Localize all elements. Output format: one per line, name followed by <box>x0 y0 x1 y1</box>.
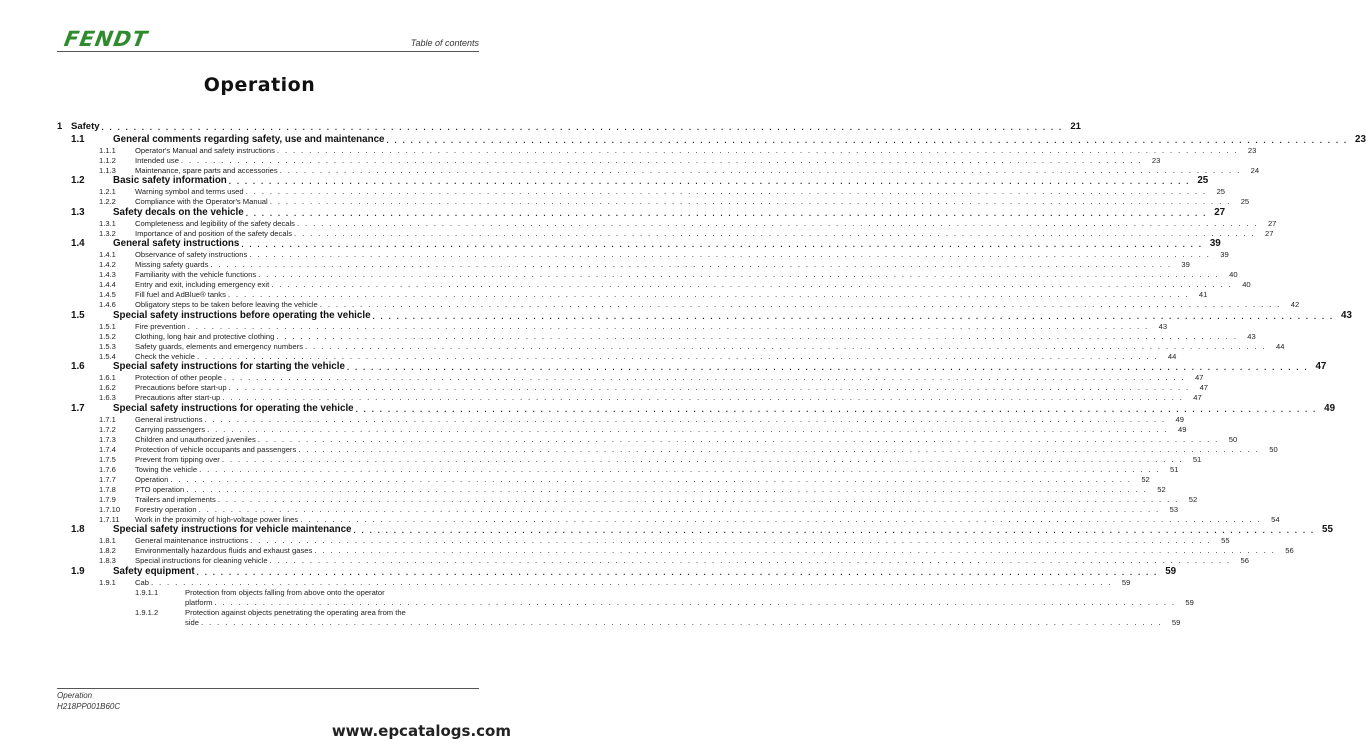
toc-entry-number: 1.2.1 <box>99 187 116 196</box>
toc-entry-number: 1.9 <box>71 565 85 577</box>
toc-entry-level2[interactable] <box>57 484 1166 494</box>
page-title: Operation <box>203 74 316 96</box>
toc-dot-leader: . . . . . . . . . . . . . . . . . . . . . . . . . . . . . . . . . . . . . . . . . . . . . . . . . . . . . . . . . . . . . . . . . . . . . . . . . . . . . . . . . . . . . . . . . . . . . . . . . . . . . . . . . . . . . . . . . . . . . . . . <box>200 617 1163 627</box>
toc-dot-leader: . . . . . . . . . . . . . . . . . . . . . . . . . . . . . . . . . . . . . . . . . . . . . . . . . . . . . . . . . . . . . . . . . . . . . . . . . . . . . . . . . . . . . . . . . . . . . . . . . . . . . . . . . . . . . . . . . . . . . . . . <box>204 414 1166 424</box>
toc-entry-level2[interactable] <box>57 474 1150 484</box>
toc-page-number: 49 <box>1178 424 1187 434</box>
toc-entry-level2[interactable] <box>57 424 1187 434</box>
toc-entry-number: 1 <box>57 121 63 132</box>
toc-entry-title: Towing the vehicle <box>135 464 198 474</box>
toc-entry-number: 1.2.2 <box>99 197 116 206</box>
toc-entry-number: 1.6.1 <box>99 373 116 382</box>
toc-dot-leader: . . . . . . . . . . . . . . . . . . . . . . . . . . . . . . . . . . . . . . . . . . . . . . . . . . . . . . . . . . . . . . . . . . . . . . . . . . . . . . . . . . . . . . . . . . . . . . . . . . . . . . . . . . . . . . . . . . . . . . . . <box>346 363 1309 372</box>
toc-page-number: 56 <box>1240 556 1249 565</box>
page-header <box>0 0 519 60</box>
toc-entry-number: 1.9.1.2 <box>135 607 159 617</box>
toc-entry-level2[interactable] <box>57 514 1280 524</box>
toc-entry-number: 1.8.3 <box>99 556 116 565</box>
toc-page-number: 59 <box>1165 565 1177 577</box>
toc-page-number: 59 <box>1171 617 1181 627</box>
toc-entry-title-continuation: side <box>185 617 199 627</box>
header-section-title: Table of contents <box>410 38 479 48</box>
toc-dot-leader: . . . . . . . . . . . . . . . . . . . . . . . . . . . . . . . . . . . . . . . . . . . . . . . . . . . . . . . . . . . . . . . . . . . . . . . . . . . . . . . . . . . . . . . . . . . . . . . . . . . . . . . . . . . . . . . . . . . . . . . . <box>305 341 1267 351</box>
toc-entry-title-continuation: platform <box>185 597 213 607</box>
toc-page-number: 44 <box>1275 341 1285 351</box>
toc-entry-title: Environmentally hazardous fluids and exhaust gases <box>135 546 313 555</box>
toc-entry-title: General instructions <box>135 414 203 424</box>
toc-entry-number: 1.3 <box>71 206 85 218</box>
toc-entry-number: 1.4.6 <box>99 300 116 309</box>
toc-dot-leader: . . . . . . . . . . . . . . . . . . . . . . . . . . . . . . . . . . . . . . . . . . . . . . . . . . . . . . . . . . . . . . . . . . . . . . . . . . . . . . . . . . . . . . . . . . . . . . . . . . . . . . . . . . . . . . . . . . . . . . . . <box>372 311 1334 321</box>
toc-dot-leader: . . . . . . . . . . . . . . . . . . . . . . . . . . . . . . . . . . . . . . . . . . . . . . . . . . . . . . . . . . . . . . . . . . . . . . . . . . . . . . . . . . . . . . . . . . . . . . . . . . . . . . . . . . . . . . . . . . . . . . . . <box>187 321 1150 331</box>
toc-entry-title: Protection of other people <box>135 373 222 382</box>
toc-dot-leader: . . . . . . . . . . . . . . . . . . . . . . . . . . . . . . . . . . . . . . . . . . . . . . . . . . . . . . . . . . . . . . . . . . . . . . . . . . . . . . . . . . . . . . . . . . . . . . . . . . . . . . . . . . . . . . . . . . . . . . . . <box>221 454 1184 464</box>
toc-page-number: 43 <box>1247 331 1256 341</box>
toc-entry-title: Children and unauthorized juveniles <box>135 434 256 444</box>
toc-entry-level1[interactable] <box>57 133 1366 145</box>
toc-dot-leader: . . . . . . . . . . . . . . . . . . . . . . . . . . . . . . . . . . . . . . . . . . . . . . . . . . . . . . . . . . . . . . . . . . . . . . . . . . . . . . . . . . . . . . . . . . . . . . . . . . . . . . . . . . . . . . . . . . . . . . . . <box>180 155 1143 165</box>
toc-entry-level2[interactable] <box>57 279 1251 289</box>
toc-entry-level1[interactable] <box>57 206 1226 218</box>
toc-entry-number: 1.4.5 <box>99 290 116 299</box>
toc-dot-leader: . . . . . . . . . . . . . . . . . . . . . . . . . . . . . . . . . . . . . . . . . . . . . . . . . . . . . . . . . . . . . . . . . . . . . . . . . . . . . . . . . . . . . . . . . . . . . . . . . . . . . . . . . . . . . . . . . . . . . . . . <box>186 484 1148 494</box>
toc-entry-level2[interactable] <box>57 228 1274 238</box>
toc-dot-leader: . . . . . . . . . . . . . . . . . . . . . . . . . . . . . . . . . . . . . . . . . . . . . . . . . . . . . . . . . . . . . . . . . . . . . . . . . . . . . . . . . . . . . . . . . . . . . . . . . . . . . . . . . . . . . . . . . . . . . . . . <box>298 444 1260 454</box>
toc-dot-leader: . . . . . . . . . . . . . . . . . . . . . . . . . . . . . . . . . . . . . . . . . . . . . . . . . . . . . . . . . . . . . . . . . . . . . . . . . . . . . . . . . . . . . . . . . . . . . . . . . . . . . . . . . . . . . . . . . . . . . . . . <box>355 404 1318 414</box>
toc-entry-level2[interactable] <box>57 434 1238 444</box>
toc-page-number: 52 <box>1157 484 1166 494</box>
toc-entry-number: 1.1.1 <box>99 145 116 155</box>
toc-entry-level2[interactable] <box>57 414 1184 424</box>
toc-entry-title: Protection from objects falling from above onto the operator <box>185 587 385 597</box>
toc-entry-level1[interactable] <box>57 565 1177 577</box>
toc-dot-leader: . . . . . . . . . . . . . . . . . . . . . . . . . . . . . . . . . . . . . . . . . . . . . . . . . . . . . . . . . . . . . . . . . . . . . . . . . . . . . . . . . . . . . . . . . . . . . . . . . . . . . . . . . . . . . . . . . . . . . . . . <box>210 260 1172 269</box>
toc-entry-number: 1.7.7 <box>99 474 116 484</box>
toc-page-number: 59 <box>1185 597 1194 607</box>
toc-entry-number: 1.7.8 <box>99 484 116 494</box>
toc-entry-level2[interactable] <box>57 382 1209 392</box>
toc-entry-number: 1.5.3 <box>99 341 116 351</box>
toc-entry-number: 1.5.4 <box>99 351 116 361</box>
toc-entry-level0[interactable] <box>57 121 1081 132</box>
toc-entry-title: General comments regarding safety, use and maintenance <box>113 133 385 145</box>
toc-entry-level3-continuation[interactable] <box>57 617 1181 627</box>
toc-entry-number: 1.7 <box>71 402 85 414</box>
toc-entry-level2[interactable] <box>57 249 1229 259</box>
toc-entry-title: Carrying passengers <box>135 424 206 434</box>
toc-entry-title: Precautions after start-up <box>135 393 221 402</box>
toc-page-number: 25 <box>1197 175 1209 186</box>
toc-page-number: 24 <box>1250 165 1260 175</box>
toc-entry-title: Missing safety guards <box>135 260 209 269</box>
toc-dot-leader: . . . . . . . . . . . . . . . . . . . . . . . . . . . . . . . . . . . . . . . . . . . . . . . . . . . . . . . . . . . . . . . . . . . . . . . . . . . . . . . . . . . . . . . . . . . . . . . . . . . . . . . . . . . . . . . . . . . . . . . . <box>257 434 1220 444</box>
toc-page-number: 21 <box>1070 121 1081 132</box>
toc-entry-number: 1.3.1 <box>99 218 116 228</box>
toc-entry-level2[interactable] <box>57 218 1277 228</box>
toc-entry-title: Safety decals on the vehicle <box>113 206 244 218</box>
toc-page-number: 44 <box>1167 351 1177 361</box>
toc-entry-title: Fire prevention <box>135 321 186 331</box>
footer-document-name: Operation <box>57 691 93 700</box>
toc-entry-number: 1.7.2 <box>99 424 116 434</box>
toc-entry-number: 1.9.1.1 <box>135 587 159 597</box>
toc-dot-leader: . . . . . . . . . . . . . . . . . . . . . . . . . . . . . . . . . . . . . . . . . . . . . . . . . . . . . . . . . . . . . . . . . . . . . . . . . . . . . . . . . . . . . . . . . . . . . . . . . . . . . . . . . . . . . . . . . . . . . . . . <box>319 300 1282 309</box>
toc-dot-leader: . . . . . . . . . . . . . . . . . . . . . . . . . . . . . . . . . . . . . . . . . . . . . . . . . . . . . . . . . . . . . . . . . . . . . . . . . . . . . . . . . . . . . . . . . . . . . . . . . . . . . . . . . . . . . . . . . . . . . . . . <box>279 165 1242 175</box>
toc-dot-leader: . . . . . . . . . . . . . . . . . . . . . . . . . . . . . . . . . . . . . . . . . . . . . . . . . . . . . . . . . . . . . . . . . . . . . . . . . . . . . . . . . . . . . . . . . . . . . . . . . . . . . . . . . . . . . . . . . . . . . . . . <box>241 240 1203 249</box>
toc-entry-number: 1.7.10 <box>99 504 121 514</box>
toc-entry-title: Prevent from tipping over <box>135 454 220 464</box>
toc-entry-title: General maintenance instructions <box>135 536 249 545</box>
toc-dot-leader: . . . . . . . . . . . . . . . . . . . . . . . . . . . . . . . . . . . . . . . . . . . . . . . . . . . . . . . . . . . . . . . . . . . . . . . . . . . . . . . . . . . . . . . . . . . . . . . . . . . . . . . . . . . . . . . . . . . . . . . . <box>271 280 1233 289</box>
toc-dot-leader: . . . . . . . . . . . . . . . . . . . . . . . . . . . . . . . . . . . . . . . . . . . . . . . . . . . . . . . . . . . . . . . . . . . . . . . . . . . . . . . . . . . . . . . . . . . . . . . . . . . . . . . . . . . . . . . . . . . . . . . . <box>170 474 1132 484</box>
toc-page-number: 25 <box>1216 187 1226 196</box>
toc-page-number: 54 <box>1271 514 1280 524</box>
toc-page-number: 27 <box>1267 218 1277 228</box>
toc-entry-title: Safety guards, elements and emergency numbers <box>135 341 303 351</box>
toc-page-number: 56 <box>1285 546 1294 555</box>
toc-entry-title: Warning symbol and terms used <box>135 187 244 196</box>
toc-entry-level2[interactable] <box>57 494 1198 504</box>
footer-document-code: H218PP001B60C <box>57 702 121 711</box>
toc-page-number: 47 <box>1315 361 1327 372</box>
toc-entry-number: 1.9.1 <box>99 577 116 587</box>
toc-entry-number: 1.1 <box>71 133 85 145</box>
toc-entry-title: Protection against objects penetrating the operating area from the <box>185 607 406 617</box>
toc-dot-leader: . . . . . . . . . . . . . . . . . . . . . . . . . . . . . . . . . . . . . . . . . . . . . . . . . . . . . . . . . . . . . . . . . . . . . . . . . . . . . . . . . . . . . . . . . . . . . . . . . . . . . . . . . . . . . . . . . . . . . . . . <box>207 424 1169 434</box>
toc-page-number: 43 <box>1158 321 1168 331</box>
toc-page-number: 49 <box>1175 414 1184 424</box>
toc-entry-level1[interactable] <box>57 524 1333 536</box>
toc-entry-title: Safety <box>71 121 100 132</box>
toc-entry-number: 1.8 <box>71 524 85 535</box>
toc-dot-leader: . . . . . . . . . . . . . . . . . . . . . . . . . . . . . . . . . . . . . . . . . . . . . . . . . . . . . . . . . . . . . . . . . . . . . . . . . . . . . . . . . . . . . . . . . . . . . . . . . . . . . . . . . . . . . . . . . . . . . . . . <box>300 514 1262 524</box>
toc-entry-number: 1.8.1 <box>99 536 116 545</box>
toc-entry-level2[interactable] <box>57 186 1226 196</box>
toc-page-number: 55 <box>1322 524 1333 535</box>
toc-dot-leader: . . . . . . . . . . . . . . . . . . . . . . . . . . . . . . . . . . . . . . . . . . . . . . . . . . . . . . . . . . . . . . . . . . . . . . . . . . . . . . . . . . . . . . . . . . . . . . . . . . . . . . . . . . . . . . . . . . . . . . . . <box>245 187 1208 196</box>
toc-entry-level1[interactable] <box>57 361 1327 373</box>
toc-entry-title: Precautions before start-up <box>135 383 227 392</box>
toc-dot-leader: . . . . . . . . . . . . . . . . . . . . . . . . . . . . . . . . . . . . . . . . . . . . . . . . . . . . . . . . . . . . . . . . . . . . . . . . . . . . . . . . . . . . . . . . . . . . . . . . . . . . . . . . . . . . . . . . . . . . . . . . <box>222 393 1184 402</box>
toc-entry-title: General safety instructions <box>113 238 240 249</box>
toc-entry-level2[interactable] <box>57 341 1285 351</box>
header-divider <box>57 51 479 52</box>
toc-entry-level2[interactable] <box>57 444 1278 454</box>
toc-page-number: 41 <box>1198 290 1208 299</box>
toc-entry-level2[interactable] <box>57 372 1204 382</box>
toc-entry-level1[interactable] <box>57 402 1336 414</box>
toc-entry-number: 1.7.5 <box>99 454 116 464</box>
toc-page-number: 42 <box>1290 300 1300 309</box>
toc-dot-leader: . . . . . . . . . . . . . . . . . . . . . . . . . . . . . . . . . . . . . . . . . . . . . . . . . . . . . . . . . . . . . . . . . . . . . . . . . . . . . . . . . . . . . . . . . . . . . . . . . . . . . . . . . . . . . . . . . . . . . . . . <box>214 597 1176 607</box>
toc-entry-number: 1.4.2 <box>99 260 116 269</box>
toc-entry-number: 1.4.1 <box>99 250 116 259</box>
toc-dot-leader: . . . . . . . . . . . . . . . . . . . . . . . . . . . . . . . . . . . . . . . . . . . . . . . . . . . . . . . . . . . . . . . . . . . . . . . . . . . . . . . . . . . . . . . . . . . . . . . . . . . . . . . . . . . . . . . . . . . . . . . . <box>101 123 1063 132</box>
toc-entry-number: 1.5 <box>71 309 85 321</box>
fendt-logo: FENDT <box>62 27 150 51</box>
toc-entry-level1[interactable] <box>57 309 1352 321</box>
toc-entry-number: 1.2 <box>71 175 85 186</box>
toc-entry-title: Protection of vehicle occupants and passengers <box>135 444 297 454</box>
toc-dot-leader: . . . . . . . . . . . . . . . . . . . . . . . . . . . . . . . . . . . . . . . . . . . . . . . . . . . . . . . . . . . . . . . . . . . . . . . . . . . . . . . . . . . . . . . . . . . . . . . . . . . . . . . . . . . . . . . . . . . . . . . . <box>249 250 1211 259</box>
toc-entry-title: Completeness and legibility of the safety decals <box>135 218 295 228</box>
toc-page-number: 52 <box>1141 474 1150 484</box>
toc-dot-leader: . . . . . . . . . . . . . . . . . . . . . . . . . . . . . . . . . . . . . . . . . . . . . . . . . . . . . . . . . . . . . . . . . . . . . . . . . . . . . . . . . . . . . . . . . . . . . . . . . . . . . . . . . . . . . . . . . . . . . . . . <box>269 556 1231 565</box>
toc-entry-title: Compliance with the Operator's Manual <box>135 197 268 206</box>
toc-entry-title: Operation <box>135 474 169 484</box>
toc-entry-number: 1.3.2 <box>99 228 116 238</box>
toc-dot-leader: . . . . . . . . . . . . . . . . . . . . . . . . . . . . . . . . . . . . . . . . . . . . . . . . . . . . . . . . . . . . . . . . . . . . . . . . . . . . . . . . . . . . . . . . . . . . . . . . . . . . . . . . . . . . . . . . . . . . . . . . <box>276 145 1239 155</box>
toc-entry-title: Cab <box>135 577 149 587</box>
toc-page-number: 59 <box>1121 577 1131 587</box>
toc-entry-title: Familiarity with the vehicle functions <box>135 270 257 279</box>
toc-entry-title: Special instructions for cleaning vehicle <box>135 556 268 565</box>
toc-entry-title: Special safety instructions for vehicle maintenance <box>113 524 352 535</box>
toc-entry-level2[interactable] <box>57 289 1208 299</box>
toc-page-number: 49 <box>1324 402 1336 414</box>
toc-entry-level2[interactable] <box>57 351 1177 361</box>
toc-page-number: 51 <box>1170 464 1179 474</box>
toc-page-number: 50 <box>1269 444 1278 454</box>
toc-dot-leader: . . . . . . . . . . . . . . . . . . . . . . . . . . . . . . . . . . . . . . . . . . . . . . . . . . . . . . . . . . . . . . . . . . . . . . . . . . . . . . . . . . . . . . . . . . . . . . . . . . . . . . . . . . . . . . . . . . . . . . . . <box>228 177 1191 186</box>
toc-page-number: 23 <box>1247 145 1257 155</box>
toc-entry-number: 1.1.3 <box>99 165 116 175</box>
toc-entry-level1[interactable] <box>57 238 1221 250</box>
toc-page-number: 47 <box>1193 393 1202 402</box>
toc-entry-title: Special safety instructions before operating the vehicle <box>113 309 371 321</box>
toc-page-number: 47 <box>1194 373 1204 382</box>
toc-page-number: 25 <box>1240 197 1250 206</box>
toc-entry-level2[interactable] <box>57 535 1230 545</box>
toc-dot-leader: . . . . . . . . . . . . . . . . . . . . . . . . . . . . . . . . . . . . . . . . . . . . . . . . . . . . . . . . . . . . . . . . . . . . . . . . . . . . . . . . . . . . . . . . . . . . . . . . . . . . . . . . . . . . . . . . . . . . . . . . <box>386 135 1348 145</box>
toc-entry-title: Fill fuel and AdBlue® tanks <box>135 290 226 299</box>
toc-entry-title: Observance of safety instructions <box>135 250 248 259</box>
toc-entry-title: Operator's Manual and safety instructions <box>135 145 275 155</box>
toc-entry-title: Intended use <box>135 155 179 165</box>
toc-entry-level1[interactable] <box>57 175 1209 187</box>
toc-page-number: 27 <box>1214 206 1226 218</box>
toc-entry-title: Obligatory steps to be taken before leaving the vehicle <box>135 300 318 309</box>
toc-entry-number: 1.7.1 <box>99 414 116 424</box>
toc-entry-number: 1.4 <box>71 238 85 249</box>
toc-entry-title: Maintenance, spare parts and accessories <box>135 165 278 175</box>
toc-entry-level2[interactable] <box>57 299 1300 309</box>
toc-page-number: 39 <box>1181 260 1190 269</box>
toc-entry-level2[interactable] <box>57 577 1131 587</box>
toc-page-number: 50 <box>1228 434 1238 444</box>
toc-dot-leader: . . . . . . . . . . . . . . . . . . . . . . . . . . . . . . . . . . . . . . . . . . . . . . . . . . . . . . . . . . . . . . . . . . . . . . . . . . . . . . . . . . . . . . . . . . . . . . . . . . . . . . . . . . . . . . . . . . . . . . . . <box>228 383 1191 392</box>
toc-entry-title: Work in the proximity of high-voltage power lines <box>135 514 299 524</box>
toc-entry-title: Special safety instructions for operating the vehicle <box>113 402 354 414</box>
toc-page-number: 39 <box>1209 238 1221 249</box>
toc-dot-leader: . . . . . . . . . . . . . . . . . . . . . . . . . . . . . . . . . . . . . . . . . . . . . . . . . . . . . . . . . . . . . . . . . . . . . . . . . . . . . . . . . . . . . . . . . . . . . . . . . . . . . . . . . . . . . . . . . . . . . . . . <box>198 504 1161 514</box>
toc-entry-number: 1.6.3 <box>99 393 116 402</box>
toc-dot-leader: . . . . . . . . . . . . . . . . . . . . . . . . . . . . . . . . . . . . . . . . . . . . . . . . . . . . . . . . . . . . . . . . . . . . . . . . . . . . . . . . . . . . . . . . . . . . . . . . . . . . . . . . . . . . . . . . . . . . . . . . <box>294 228 1256 238</box>
toc-entry-level2[interactable] <box>57 269 1238 279</box>
toc-entry-number: 1.6.2 <box>99 383 116 392</box>
toc-entry-level2[interactable] <box>57 196 1250 206</box>
toc-entry-title: PTO operation <box>135 484 185 494</box>
toc-entry-level2[interactable] <box>57 145 1257 155</box>
toc-entry-title: Basic safety information <box>113 175 227 186</box>
toc-page-number: 51 <box>1192 454 1202 464</box>
toc-page-number: 27 <box>1265 228 1274 238</box>
toc-entry-title: Forestry operation <box>135 504 197 514</box>
toc-entry-level3[interactable] <box>57 587 482 597</box>
toc-entry-title: Entry and exit, including emergency exit <box>135 280 270 289</box>
toc-entry-level2[interactable] <box>57 155 1161 165</box>
toc-entry-title: Check the vehicle <box>135 351 195 361</box>
toc-entry-title: Clothing, long hair and protective clothing <box>135 331 275 341</box>
toc-dot-leader: . . . . . . . . . . . . . . . . . . . . . . . . . . . . . . . . . . . . . . . . . . . . . . . . . . . . . . . . . . . . . . . . . . . . . . . . . . . . . . . . . . . . . . . . . . . . . . . . . . . . . . . . . . . . . . . . . . . . . . . . <box>223 373 1186 382</box>
toc-page-number: 40 <box>1229 270 1238 279</box>
toc-entry-title: Special safety instructions for starting the vehicle <box>113 361 345 372</box>
toc-entry-level2[interactable] <box>57 165 1260 175</box>
watermark-link[interactable]: www.epcatalogs.com <box>331 722 511 740</box>
toc-entry-level3-continuation[interactable] <box>57 597 1194 607</box>
toc-dot-leader: . . . . . . . . . . . . . . . . . . . . . . . . . . . . . . . . . . . . . . . . . . . . . . . . . . . . . . . . . . . . . . . . . . . . . . . . . . . . . . . . . . . . . . . . . . . . . . . . . . . . . . . . . . . . . . . . . . . . . . . . <box>314 546 1276 555</box>
toc-entry-number: 1.4.3 <box>99 270 116 279</box>
table-of-contents <box>57 121 1366 627</box>
toc-entry-number: 1.4.4 <box>99 280 116 289</box>
toc-dot-leader: . . . . . . . . . . . . . . . . . . . . . . . . . . . . . . . . . . . . . . . . . . . . . . . . . . . . . . . . . . . . . . . . . . . . . . . . . . . . . . . . . . . . . . . . . . . . . . . . . . . . . . . . . . . . . . . . . . . . . . . . <box>250 536 1212 545</box>
toc-entry-number: 1.5.1 <box>99 321 116 331</box>
toc-entry-number: 1.7.11 <box>99 514 120 524</box>
toc-entry-level2[interactable] <box>57 504 1179 514</box>
footer-divider <box>57 688 479 689</box>
toc-dot-leader: . . . . . . . . . . . . . . . . . . . . . . . . . . . . . . . . . . . . . . . . . . . . . . . . . . . . . . . . . . . . . . . . . . . . . . . . . . . . . . . . . . . . . . . . . . . . . . . . . . . . . . . . . . . . . . . . . . . . . . . . <box>150 577 1113 587</box>
toc-dot-leader: . . . . . . . . . . . . . . . . . . . . . . . . . . . . . . . . . . . . . . . . . . . . . . . . . . . . . . . . . . . . . . . . . . . . . . . . . . . . . . . . . . . . . . . . . . . . . . . . . . . . . . . . . . . . . . . . . . . . . . . . <box>269 197 1232 206</box>
toc-entry-level2[interactable] <box>57 545 1294 555</box>
toc-dot-leader: . . . . . . . . . . . . . . . . . . . . . . . . . . . . . . . . . . . . . . . . . . . . . . . . . . . . . . . . . . . . . . . . . . . . . . . . . . . . . . . . . . . . . . . . . . . . . . . . . . . . . . . . . . . . . . . . . . . . . . . . <box>276 331 1238 341</box>
toc-entry-level2[interactable] <box>57 392 1202 402</box>
toc-entry-number: 1.7.6 <box>99 464 116 474</box>
toc-entry-level2[interactable] <box>57 321 1168 331</box>
toc-dot-leader: . . . . . . . . . . . . . . . . . . . . . . . . . . . . . . . . . . . . . . . . . . . . . . . . . . . . . . . . . . . . . . . . . . . . . . . . . . . . . . . . . . . . . . . . . . . . . . . . . . . . . . . . . . . . . . . . . . . . . . . . <box>196 351 1159 361</box>
toc-entry-level2[interactable] <box>57 259 1190 269</box>
toc-page-number: 47 <box>1199 383 1209 392</box>
toc-entry-number: 1.6 <box>71 361 85 372</box>
toc-dot-leader: . . . . . . . . . . . . . . . . . . . . . . . . . . . . . . . . . . . . . . . . . . . . . . . . . . . . . . . . . . . . . . . . . . . . . . . . . . . . . . . . . . . . . . . . . . . . . . . . . . . . . . . . . . . . . . . . . . . . . . . . <box>217 494 1180 504</box>
toc-dot-leader: . . . . . . . . . . . . . . . . . . . . . . . . . . . . . . . . . . . . . . . . . . . . . . . . . . . . . . . . . . . . . . . . . . . . . . . . . . . . . . . . . . . . . . . . . . . . . . . . . . . . . . . . . . . . . . . . . . . . . . . . <box>258 270 1220 279</box>
toc-page-number: 23 <box>1151 155 1161 165</box>
toc-entry-level2[interactable] <box>57 454 1202 464</box>
toc-entry-level2[interactable] <box>57 464 1179 474</box>
toc-entry-number: 1.8.2 <box>99 546 116 555</box>
toc-entry-level3[interactable] <box>57 607 482 617</box>
toc-dot-leader: . . . . . . . . . . . . . . . . . . . . . . . . . . . . . . . . . . . . . . . . . . . . . . . . . . . . . . . . . . . . . . . . . . . . . . . . . . . . . . . . . . . . . . . . . . . . . . . . . . . . . . . . . . . . . . . . . . . . . . . . <box>245 208 1208 218</box>
toc-dot-leader: . . . . . . . . . . . . . . . . . . . . . . . . . . . . . . . . . . . . . . . . . . . . . . . . . . . . . . . . . . . . . . . . . . . . . . . . . . . . . . . . . . . . . . . . . . . . . . . . . . . . . . . . . . . . . . . . . . . . . . . . <box>199 464 1161 474</box>
toc-page-number: 55 <box>1221 536 1230 545</box>
toc-entry-number: 1.1.2 <box>99 155 116 165</box>
toc-entry-number: 1.7.3 <box>99 434 116 444</box>
toc-page-number: 43 <box>1341 309 1352 321</box>
toc-page-number: 53 <box>1169 504 1179 514</box>
toc-entry-title: Importance of and position of the safety decals <box>135 228 293 238</box>
toc-dot-leader: . . . . . . . . . . . . . . . . . . . . . . . . . . . . . . . . . . . . . . . . . . . . . . . . . . . . . . . . . . . . . . . . . . . . . . . . . . . . . . . . . . . . . . . . . . . . . . . . . . . . . . . . . . . . . . . . . . . . . . . . <box>196 567 1159 577</box>
toc-entry-number: 1.7.4 <box>99 444 116 454</box>
toc-page-number: 40 <box>1242 280 1251 289</box>
toc-entry-level2[interactable] <box>57 331 1256 341</box>
toc-entry-title: Trailers and implements <box>135 494 216 504</box>
toc-page-number: 39 <box>1220 250 1229 259</box>
toc-entry-number: 1.7.9 <box>99 494 116 504</box>
toc-dot-leader: . . . . . . . . . . . . . . . . . . . . . . . . . . . . . . . . . . . . . . . . . . . . . . . . . . . . . . . . . . . . . . . . . . . . . . . . . . . . . . . . . . . . . . . . . . . . . . . . . . . . . . . . . . . . . . . . . . . . . . . . <box>227 290 1190 299</box>
toc-page-number: 23 <box>1355 133 1366 145</box>
toc-entry-number: 1.5.2 <box>99 331 116 341</box>
toc-entry-level2[interactable] <box>57 555 1249 565</box>
toc-entry-title: Safety equipment <box>113 565 195 577</box>
toc-dot-leader: . . . . . . . . . . . . . . . . . . . . . . . . . . . . . . . . . . . . . . . . . . . . . . . . . . . . . . . . . . . . . . . . . . . . . . . . . . . . . . . . . . . . . . . . . . . . . . . . . . . . . . . . . . . . . . . . . . . . . . . . <box>353 526 1315 535</box>
toc-page-number: 52 <box>1188 494 1198 504</box>
toc-dot-leader: . . . . . . . . . . . . . . . . . . . . . . . . . . . . . . . . . . . . . . . . . . . . . . . . . . . . . . . . . . . . . . . . . . . . . . . . . . . . . . . . . . . . . . . . . . . . . . . . . . . . . . . . . . . . . . . . . . . . . . . . <box>296 218 1259 228</box>
